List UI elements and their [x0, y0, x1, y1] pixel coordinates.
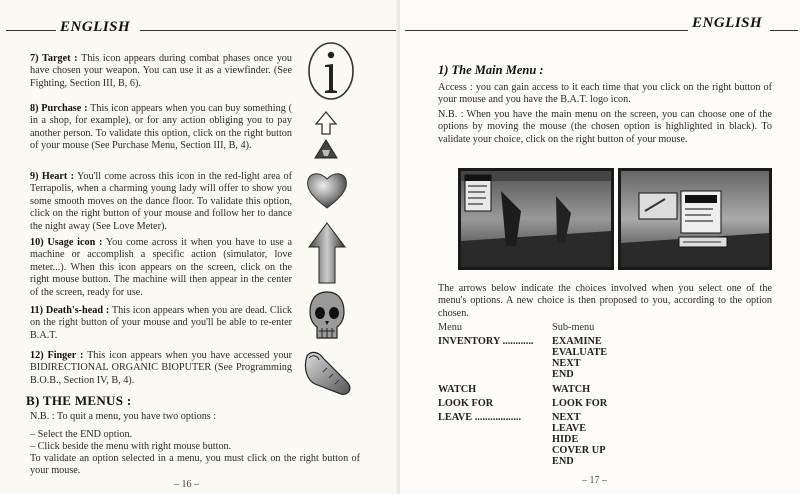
- submenu-item: LEAVE: [552, 423, 587, 434]
- submenu-item: EXAMINE: [552, 336, 602, 347]
- header-rule-left: [6, 30, 56, 31]
- submenu-item: LOOK FOR: [552, 398, 608, 409]
- screenshot-main-menu: [458, 168, 614, 270]
- submenu-item: END: [552, 456, 574, 467]
- menu-row-leave: [438, 412, 521, 424]
- item-title: 9) Heart :: [30, 171, 75, 182]
- item-title: 7) Target :: [30, 53, 78, 64]
- main-menu-nb: N.B. : When you have the main menu on the screen, you can choose one of the options by moving the mouse (the chosen option is highlighted in black). To validate your choice, click on the right button of your mouse.: [438, 109, 772, 145]
- item-body: This icon appears when you can buy something ( in a shop, for example), or for any action obliging you to pay another person. To validate this option, click on the right button of your mouse (See Purchase Menu, Section III, B, 4).: [30, 103, 292, 152]
- submenu-item: WATCH: [552, 384, 591, 395]
- menu-row-look-for: [438, 398, 493, 410]
- submenu-item: END: [552, 369, 574, 380]
- header-title: ENGLISH: [692, 15, 763, 31]
- menu-row-inventory: [438, 336, 533, 348]
- menu-label: INVENTORY ............: [438, 336, 534, 347]
- screenshot-sub-menu: [618, 168, 772, 270]
- menus-validate: To validate an option selected in a menu, you must click on the right button of your mouse.: [30, 453, 360, 477]
- item-title: 10) Usage icon :: [30, 237, 103, 248]
- item-body: You'll come across this icon in the red-light area of Terrapolis, when a charming young lady will offer to show you some smooth moves on the dance floor. To validate this option, click on the right button of your mouse and follow her to dance the night away (See Love Meter).: [30, 171, 292, 232]
- heart-icon: [305, 170, 349, 215]
- header-rule-left: [405, 30, 688, 31]
- info-i-icon: [304, 38, 358, 107]
- menus-intro: N.B. : To quit a menu, you have two options :: [30, 411, 217, 422]
- submenu-item: NEXT: [552, 358, 581, 369]
- death-skull-icon: [307, 290, 347, 349]
- page-number: – 17 –: [582, 475, 607, 486]
- column-menu-header: Menu: [438, 322, 463, 333]
- item-purchase: [30, 103, 292, 153]
- header-rule-right: [140, 30, 398, 31]
- submenu-item: EVALUATE: [552, 347, 608, 358]
- purchase-arrow-icon: [313, 110, 339, 167]
- item-title: 8) Purchase :: [30, 103, 88, 114]
- item-body: This icon appears when you are dead. Click on the right button of your mouse and you'll be able to re-enter B.A.T.: [30, 305, 292, 341]
- item-body: This icon appears during combat phases once you have chosen your weapon. You can use it as a viewfinder. (See Fighting, Section III, B, 6).: [30, 53, 292, 89]
- header-rule-right: [770, 30, 798, 31]
- usage-arrow-icon: [307, 221, 347, 290]
- column-submenu-header: Sub-menu: [552, 322, 595, 333]
- item-finger: [30, 350, 292, 387]
- item-body: This icon appears when you have accessed your BIDIRECTIONAL ORGANIC BIOPUTER (See Programming B.O.B., Section IV, B, 4).: [30, 350, 292, 386]
- item-title: 11) Death's-head :: [30, 305, 110, 316]
- main-menu-access: Access : you can gain access to it each time that you click on the right button of your mouse and you have the B.A.T. logo icon.: [438, 82, 772, 106]
- menu-arrows-intro: The arrows below indicate the choices involved when you select one of the menu's options. A new choice is then proposed to you, according to the option chosen.: [438, 283, 772, 319]
- section-menus-title: B) THE MENUS :: [26, 393, 132, 408]
- submenu-item: COVER UP: [552, 445, 606, 456]
- item-body: You come across it when you have to use a machine or accomplish a specific action (simulator, love meter...). When this icon appears on the screen, click on the right mouse button. The machine will then appear in the center of the screen, ready for use.: [30, 237, 293, 298]
- page-number: – 16 –: [174, 479, 199, 490]
- menus-option-2: – Click beside the menu with right mouse button.: [30, 441, 232, 452]
- item-target: [30, 53, 292, 90]
- header-title: ENGLISH: [60, 19, 131, 35]
- item-usage: [30, 237, 292, 299]
- submenu-item: NEXT: [552, 412, 581, 423]
- menus-option-1: – Select the END option.: [30, 429, 133, 440]
- item-title: 12) Finger :: [30, 350, 84, 361]
- main-menu-title: 1) The Main Menu :: [438, 63, 544, 77]
- item-heart: [30, 171, 292, 233]
- right-page: [400, 0, 800, 494]
- menu-label: WATCH: [438, 384, 477, 395]
- menu-label: LOOK FOR: [438, 398, 494, 409]
- item-deaths-head: [30, 305, 292, 342]
- finger-icon: [301, 348, 357, 403]
- menu-label: LEAVE ..................: [438, 412, 522, 423]
- submenu-item: HIDE: [552, 434, 579, 445]
- menu-row-watch: [438, 384, 476, 396]
